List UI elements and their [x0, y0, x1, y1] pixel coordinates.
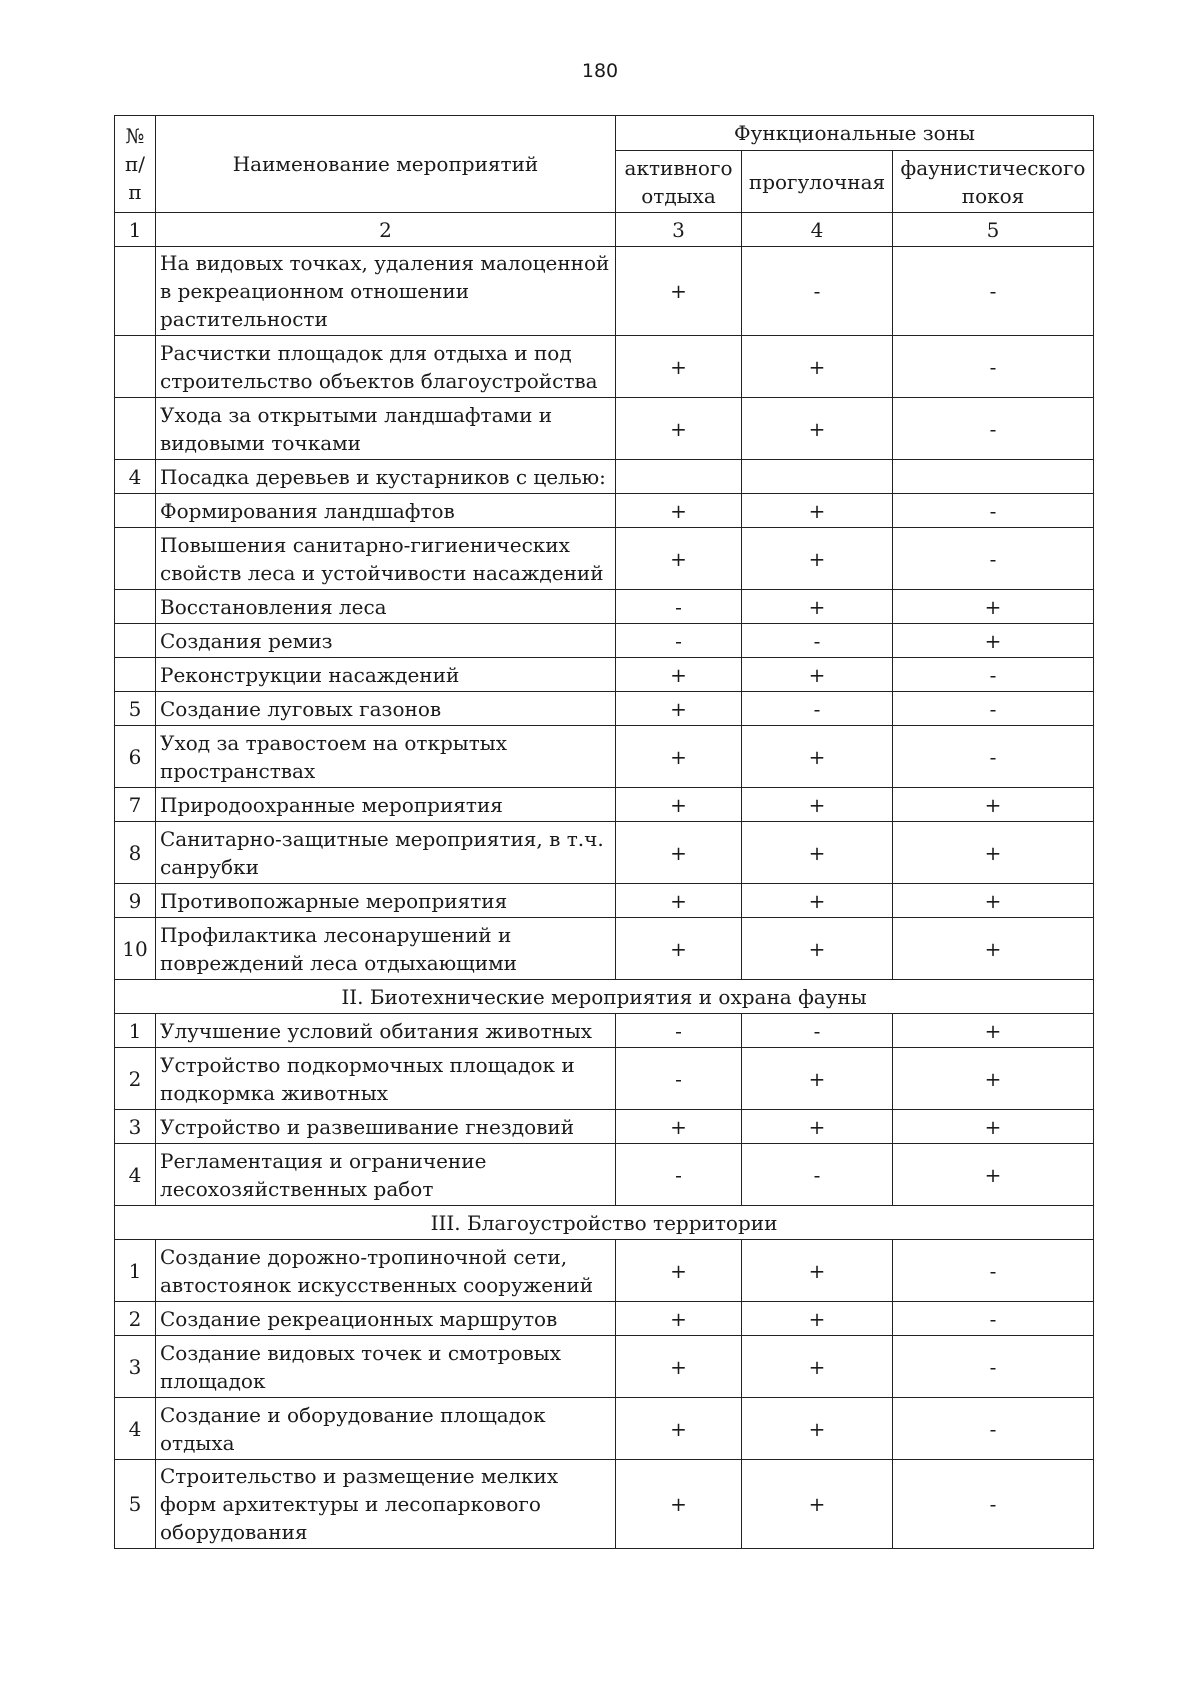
mark-walking-zone: + — [742, 726, 893, 788]
mark-fauna-zone: + — [893, 1014, 1094, 1048]
table-row — [115, 918, 1094, 980]
mark-active-zone: + — [616, 1302, 742, 1336]
mark-active-zone: + — [616, 788, 742, 822]
mark-walking-zone: + — [742, 658, 893, 692]
measure-name: Профилактика лесонарушений и повреждений леса отдыхающими — [156, 918, 616, 980]
table-row — [115, 1240, 1094, 1302]
table-row — [115, 692, 1094, 726]
mark-active-zone: + — [616, 528, 742, 590]
table-row — [115, 624, 1094, 658]
mark-fauna-zone: - — [893, 494, 1094, 528]
mark-walking-zone: + — [742, 494, 893, 528]
mark-active-zone: + — [616, 658, 742, 692]
mark-fauna-zone: + — [893, 822, 1094, 884]
table-row — [115, 247, 1094, 336]
mark-fauna-zone: - — [893, 336, 1094, 398]
mark-fauna-zone: - — [893, 1240, 1094, 1302]
table-row — [115, 1336, 1094, 1398]
table-row — [115, 822, 1094, 884]
mark-fauna-zone: - — [893, 1302, 1094, 1336]
header-index: 4 — [742, 213, 893, 247]
header-index-row — [115, 213, 1094, 247]
mark-walking-zone: + — [742, 1398, 893, 1460]
page-number: 180 — [581, 60, 619, 82]
mark-active-zone: - — [616, 1048, 742, 1110]
mark-walking-zone: + — [742, 1240, 893, 1302]
mark-active-zone: + — [616, 1240, 742, 1302]
row-number: 4 — [115, 460, 156, 494]
row-number: 1 — [115, 1240, 156, 1302]
row-number: 4 — [115, 1144, 156, 1206]
section-header-row — [115, 1206, 1094, 1240]
measure-name: Создание и оборудование площадок отдыха — [156, 1398, 616, 1460]
row-number — [115, 624, 156, 658]
table-row — [115, 788, 1094, 822]
mark-walking-zone: + — [742, 788, 893, 822]
mark-fauna-zone: + — [893, 1110, 1094, 1144]
mark-walking-zone: + — [742, 1110, 893, 1144]
mark-fauna-zone: - — [893, 692, 1094, 726]
section-header-row — [115, 980, 1094, 1014]
measure-name: Устройство и развешивание гнездовий — [156, 1110, 616, 1144]
measure-name: Восстановления леса — [156, 590, 616, 624]
mark-active-zone: + — [616, 1110, 742, 1144]
table-row — [115, 1460, 1094, 1549]
mark-walking-zone: + — [742, 336, 893, 398]
mark-fauna-zone: - — [893, 1460, 1094, 1549]
mark-active-zone: + — [616, 1336, 742, 1398]
mark-active-zone: + — [616, 398, 742, 460]
mark-fauna-zone: + — [893, 590, 1094, 624]
header-index: 1 — [115, 213, 156, 247]
mark-fauna-zone: + — [893, 884, 1094, 918]
header-index: 3 — [616, 213, 742, 247]
header-zone-active: активного отдыха — [616, 151, 742, 213]
table-row — [115, 726, 1094, 788]
row-number — [115, 398, 156, 460]
mark-active-zone — [616, 460, 742, 494]
mark-active-zone: + — [616, 247, 742, 336]
mark-walking-zone: + — [742, 918, 893, 980]
mark-walking-zone: - — [742, 1144, 893, 1206]
mark-walking-zone: + — [742, 590, 893, 624]
row-number: 8 — [115, 822, 156, 884]
mark-active-zone: - — [616, 590, 742, 624]
measure-name: Санитарно-защитные мероприятия, в т.ч. санрубки — [156, 822, 616, 884]
measure-name: На видовых точках, удаления малоценной в рекреационном отношении растительности — [156, 247, 616, 336]
mark-active-zone: + — [616, 336, 742, 398]
header-name: Наименование мероприятий — [156, 116, 616, 213]
mark-active-zone: - — [616, 1144, 742, 1206]
measure-name: Повышения санитарно-гигиенических свойств леса и устойчивости насаждений — [156, 528, 616, 590]
mark-fauna-zone: + — [893, 1144, 1094, 1206]
mark-walking-zone: + — [742, 1460, 893, 1549]
mark-walking-zone: + — [742, 1336, 893, 1398]
table-row — [115, 590, 1094, 624]
measure-name: Формирования ландшафтов — [156, 494, 616, 528]
mark-walking-zone: + — [742, 398, 893, 460]
header-zone-walking: прогулочная — [742, 151, 893, 213]
mark-active-zone: + — [616, 692, 742, 726]
mark-walking-zone: - — [742, 247, 893, 336]
row-number: 2 — [115, 1302, 156, 1336]
table-row — [115, 884, 1094, 918]
measure-name: Устройство подкормочных площадок и подкормка животных — [156, 1048, 616, 1110]
measures-table — [114, 115, 1094, 1549]
table-row — [115, 1110, 1094, 1144]
row-number: 5 — [115, 692, 156, 726]
table-row — [115, 494, 1094, 528]
row-number: 4 — [115, 1398, 156, 1460]
header-num: № п/п — [115, 116, 156, 213]
section-title: III. Благоустройство территории — [115, 1206, 1094, 1240]
mark-fauna-zone: - — [893, 658, 1094, 692]
table-row — [115, 1014, 1094, 1048]
mark-fauna-zone: - — [893, 1336, 1094, 1398]
measure-name: Создания ремиз — [156, 624, 616, 658]
row-number — [115, 590, 156, 624]
mark-walking-zone — [742, 460, 893, 494]
mark-fauna-zone: + — [893, 1048, 1094, 1110]
header-zones: Функциональные зоны — [616, 116, 1094, 151]
mark-active-zone: + — [616, 726, 742, 788]
header-index: 5 — [893, 213, 1094, 247]
mark-walking-zone: + — [742, 1302, 893, 1336]
mark-fauna-zone: - — [893, 398, 1094, 460]
mark-active-zone: + — [616, 884, 742, 918]
section-title: II. Биотехнические мероприятия и охрана фауны — [115, 980, 1094, 1014]
row-number — [115, 494, 156, 528]
measure-name: Противопожарные мероприятия — [156, 884, 616, 918]
mark-active-zone: + — [616, 918, 742, 980]
mark-walking-zone: + — [742, 528, 893, 590]
measure-name: Создание луговых газонов — [156, 692, 616, 726]
table-row — [115, 1398, 1094, 1460]
mark-active-zone: + — [616, 1398, 742, 1460]
row-number: 7 — [115, 788, 156, 822]
table-row — [115, 1144, 1094, 1206]
mark-fauna-zone: - — [893, 726, 1094, 788]
table-row — [115, 460, 1094, 494]
measure-name: Уход за травостоем на открытых пространствах — [156, 726, 616, 788]
mark-fauna-zone — [893, 460, 1094, 494]
mark-fauna-zone: - — [893, 247, 1094, 336]
measure-name: Расчистки площадок для отдыха и под строительство объектов благоустройства — [156, 336, 616, 398]
mark-fauna-zone: + — [893, 624, 1094, 658]
mark-walking-zone: - — [742, 624, 893, 658]
row-number: 1 — [115, 1014, 156, 1048]
row-number — [115, 247, 156, 336]
mark-active-zone: + — [616, 494, 742, 528]
mark-fauna-zone: - — [893, 528, 1094, 590]
mark-active-zone: + — [616, 822, 742, 884]
header-index: 2 — [156, 213, 616, 247]
mark-fauna-zone: - — [893, 1398, 1094, 1460]
row-number: 2 — [115, 1048, 156, 1110]
measure-name: Строительство и размещение мелких форм архитектуры и лесопаркового оборудования — [156, 1460, 616, 1549]
mark-walking-zone: - — [742, 1014, 893, 1048]
measure-name: Ухода за открытыми ландшафтами и видовыми точками — [156, 398, 616, 460]
mark-active-zone: - — [616, 624, 742, 658]
measure-name: Природоохранные мероприятия — [156, 788, 616, 822]
table-row — [115, 658, 1094, 692]
mark-walking-zone: - — [742, 692, 893, 726]
mark-fauna-zone: + — [893, 788, 1094, 822]
mark-active-zone: + — [616, 1460, 742, 1549]
row-number: 3 — [115, 1110, 156, 1144]
mark-fauna-zone: + — [893, 918, 1094, 980]
row-number: 6 — [115, 726, 156, 788]
mark-active-zone: - — [616, 1014, 742, 1048]
table-row — [115, 1302, 1094, 1336]
row-number — [115, 658, 156, 692]
table-row — [115, 1048, 1094, 1110]
table-row — [115, 528, 1094, 590]
mark-walking-zone: + — [742, 884, 893, 918]
measure-name: Создание видовых точек и смотровых площадок — [156, 1336, 616, 1398]
measure-name: Улучшение условий обитания животных — [156, 1014, 616, 1048]
measure-name: Посадка деревьев и кустарников с целью: — [156, 460, 616, 494]
row-number: 9 — [115, 884, 156, 918]
measure-name: Реконструкции насаждений — [156, 658, 616, 692]
mark-walking-zone: + — [742, 822, 893, 884]
row-number: 10 — [115, 918, 156, 980]
measure-name: Регламентация и ограничение лесохозяйственных работ — [156, 1144, 616, 1206]
header-zone-fauna: фаунистического покоя — [893, 151, 1094, 213]
table-row — [115, 398, 1094, 460]
header-row-1 — [115, 116, 1094, 151]
measure-name: Создание дорожно-тропиночной сети, автостоянок искусственных сооружений — [156, 1240, 616, 1302]
row-number: 5 — [115, 1460, 156, 1549]
mark-walking-zone: + — [742, 1048, 893, 1110]
table-row — [115, 336, 1094, 398]
measure-name: Создание рекреационных маршрутов — [156, 1302, 616, 1336]
row-number — [115, 528, 156, 590]
row-number — [115, 336, 156, 398]
row-number: 3 — [115, 1336, 156, 1398]
